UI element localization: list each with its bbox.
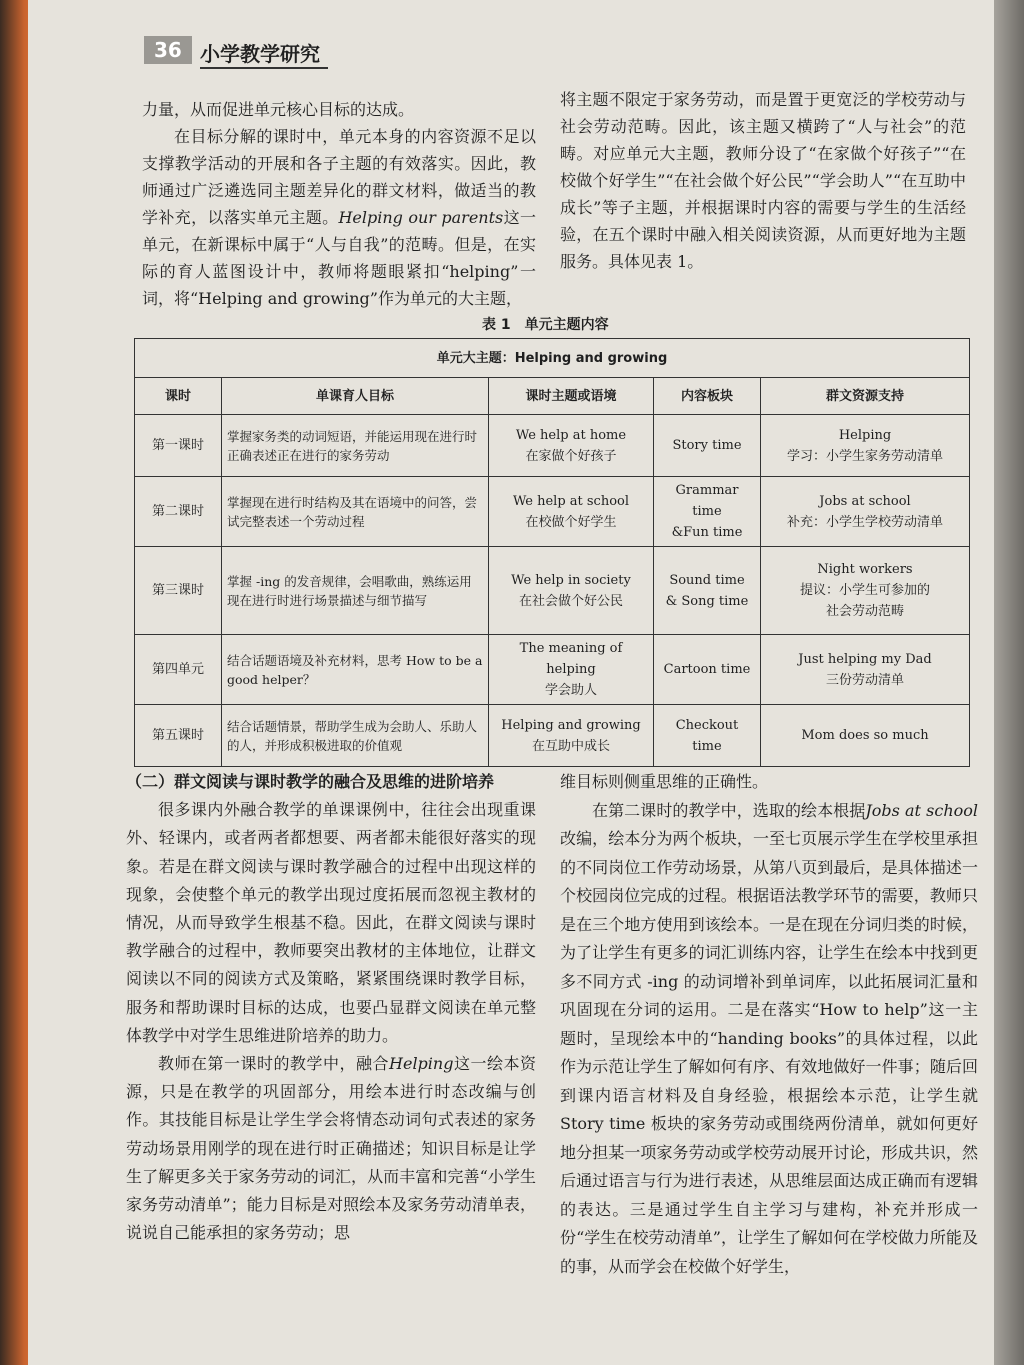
goal-cell: 结合话题语境及补充材料，思考 How to be a good helper？ bbox=[222, 635, 489, 705]
paragraph-text: 这一单元，在新课标中属于“人与自我”的范畴。但是，在实际的育人蓝图设计中，教师将题眼紧扣“helping”一词，将“Helping and growing”作为单元的大主题， bbox=[142, 208, 536, 308]
block-line: &Fun time bbox=[671, 525, 743, 540]
theme-cell bbox=[489, 635, 654, 705]
goal-cell: 掌握家务类的动词短语，并能运用现在进行时正确表述正在进行的家务劳动 bbox=[222, 415, 489, 477]
paragraph-text: 在第二课时的教学中，选取的绘本根据 bbox=[592, 800, 866, 820]
paragraph bbox=[560, 797, 978, 1282]
table-row bbox=[135, 415, 970, 477]
table-number: 表 1 bbox=[482, 317, 511, 333]
theme-en: Helping and growing bbox=[501, 717, 641, 733]
paragraph bbox=[126, 1050, 536, 1247]
resource-line: Mom does so much bbox=[801, 728, 929, 743]
resource-line: 提议：小学生可参加的 bbox=[799, 583, 930, 598]
theme-en: We help at home bbox=[515, 427, 627, 443]
table-caption bbox=[482, 314, 623, 334]
resource-line: Helping bbox=[838, 427, 892, 443]
book-title: Helping our parents bbox=[338, 208, 504, 227]
theme-cell bbox=[489, 547, 654, 635]
block-line: Checkout time bbox=[675, 717, 739, 754]
page-number: 36 bbox=[144, 36, 192, 64]
left-column-bottom bbox=[126, 768, 536, 1247]
block-cell bbox=[654, 415, 761, 477]
block-cell bbox=[654, 635, 761, 705]
resource-line: 学习：小学生家务劳动清单 bbox=[786, 448, 943, 464]
lesson-cell: 第五课时 bbox=[135, 705, 222, 767]
theme-en: We help at school bbox=[512, 493, 630, 509]
resource-line: 补充：小学生学校劳动清单 bbox=[786, 514, 943, 530]
theme-cn: 在校做个好学生 bbox=[525, 514, 617, 530]
goal-cell: 掌握现在进行时结构及其在语境中的问答，尝试完整表述一个劳动过程 bbox=[222, 477, 489, 547]
theme-en: The meaning of helping bbox=[519, 641, 623, 677]
table-theme-row: 单元大主题：Helping and growing bbox=[135, 339, 970, 378]
goal-cell: 掌握 -ing 的发音规律，会唱歌曲，熟练运用现在进行时进行场景描述与细节描写 bbox=[222, 547, 489, 635]
block-line: & Song time bbox=[665, 593, 749, 609]
block-line: Cartoon time bbox=[663, 662, 751, 677]
section-heading: （二）群文阅读与课时教学的融合及思维的进阶培养 bbox=[126, 772, 495, 791]
paragraph-text: 改编，绘本分为两个板块，一至七页展示学生在学校里承担的不同岗位工作劳动场景，从第八页到最后，是具体描述一个校园岗位完成的过程。根据语法教学环节的需要，教师只是在三个地方使用到该绘本。一是在现在分词归类的时候，为了让学生有更多的词汇训练内容，让学生在绘本中找到更多不同方式 -ing 的动词增补到单词库，以此拓展词汇量和巩固现在分词的运用。二是在落实“How to help”这一主题时，呈现绘本中的“handing books”的具体过程，以此作为示范让学生了解如何有序、有效地做好一件事；随后回到课内语言材料及自身经验，根据绘本示范，让学生就 Story time 板块的家务劳动或围绕两份清单，就如何更好地分担某一项家务劳动或学校劳动展开讨论，形成共识，然后通过语言与行为进行表述，从思维层面达成正确而有逻辑的表达。三是通过学生自主学习与建构，补充并形成一份“学生在校劳动清单”，让学生了解如何在学校做力所能及的事，从而学会在校做个好学生， bbox=[560, 829, 978, 1276]
resource-cell bbox=[761, 547, 970, 635]
header-cell: 内容板块 bbox=[654, 378, 761, 415]
block-cell bbox=[654, 547, 761, 635]
header-cell: 课时 bbox=[135, 378, 222, 415]
table-row bbox=[135, 635, 970, 705]
resource-cell bbox=[761, 415, 970, 477]
theme-cn: 在社会做个好公民 bbox=[518, 593, 623, 609]
lesson-cell: 第一课时 bbox=[135, 415, 222, 477]
theme-cn: 在家做个好孩子 bbox=[525, 448, 617, 464]
theme-cn: 学会助人 bbox=[544, 683, 597, 698]
resource-line: Night workers bbox=[817, 562, 913, 577]
header-cell: 单课育人目标 bbox=[222, 378, 489, 415]
header-cell: 群文资源支持 bbox=[761, 378, 970, 415]
lesson-cell: 第三课时 bbox=[135, 547, 222, 635]
goal-cell: 结合话题情景，帮助学生成为会助人、乐助人的人，并形成积极进取的价值观 bbox=[222, 705, 489, 767]
paragraph-text: 在目标分解的课时中，单元本身的内容资源不足以支撑教学活动的开展和各子主题的有效落实。因此，教师通过广泛遴选同主题差异化的群文材料，做适当的教学补充，以落实单元主题。 bbox=[142, 127, 536, 227]
paragraph-text: 教师在第一课时的教学中，融合 bbox=[158, 1054, 390, 1074]
resource-line: Just helping my Dad bbox=[798, 651, 932, 667]
block-cell bbox=[654, 477, 761, 547]
block-line: Sound time bbox=[669, 572, 745, 588]
resource-cell bbox=[761, 635, 970, 705]
paragraph: 很多课内外融合教学的单课课例中，往往会出现重课外、轻课内，或者两者都想要、两者都未能很好落实的现象。若是在群文阅读与课时教学融合的过程中出现这样的现象，会使整个单元的教学出现过度拓展而忽视主教材的情况，从而导致学生根基不稳。因此，在群文阅读与课时教学融合的过程中，教师要突出教材的主体地位，让群文阅读以不同的阅读方式及策略，紧紧围绕课时教学目标，服务和帮助课时目标的达成，也要凸显群文阅读在单元整体教学中对学生思维进阶培养的助力。 bbox=[126, 800, 536, 1045]
paragraph: 将主题不限定于家务劳动，而是置于更宽泛的学校劳动与社会劳动范畴。因此，该主题又横跨了“人与社会”的范畴。对应单元大主题，教师分设了“在家做个好孩子”“在校做个好学生”“在社会做个好公民”“学会助人”“在互助中成长”等子主题，并根据课时内容的需要与学生的生活经验，在五个课时中融入相关阅读资源，从而更好地为主题服务。具体见表 1。 bbox=[560, 90, 966, 271]
left-column-top bbox=[142, 96, 536, 312]
resource-line: 三份劳动清单 bbox=[825, 672, 904, 688]
unit-theme-table bbox=[134, 338, 970, 767]
theme-cell bbox=[489, 477, 654, 547]
resource-cell bbox=[761, 705, 970, 767]
block-line: Story time bbox=[672, 438, 742, 453]
theme-cell bbox=[489, 705, 654, 767]
theme-cn: 在互助中成长 bbox=[531, 738, 610, 754]
journal-title: 小学教学研究 bbox=[200, 38, 328, 69]
table-row bbox=[135, 477, 970, 547]
resource-line: 社会劳动范畴 bbox=[825, 604, 904, 619]
paragraph: 力量，从而促进单元核心目标的达成。 bbox=[142, 100, 415, 119]
lesson-cell: 第四单元 bbox=[135, 635, 222, 705]
book-title: Helping bbox=[389, 1054, 454, 1074]
theme-cell bbox=[489, 415, 654, 477]
table-title: 单元主题内容 bbox=[524, 317, 609, 333]
theme-en: We help in society bbox=[511, 572, 631, 588]
right-column-top bbox=[560, 86, 966, 275]
journal-page bbox=[28, 0, 994, 1365]
lesson-cell: 第二课时 bbox=[135, 477, 222, 547]
header-cell: 课时主题或语境 bbox=[489, 378, 654, 415]
page-header bbox=[144, 36, 424, 66]
resource-cell bbox=[761, 477, 970, 547]
paragraph-text: 这一绘本资源，只是在教学的巩固部分，用绘本进行时态改编与创作。其技能目标是让学生学会将情态动词句式表述的家务劳动场景用刚学的现在进行时正确描述；知识目标是让学生了解更多关于家务劳动的词汇，从而丰富和完善“小学生家务劳动清单”；能力目标是对照绘本及家务劳动清单表，说说自己能承担的家务劳动；思 bbox=[126, 1054, 536, 1243]
paragraph: 维目标则侧重思维的正确性。 bbox=[560, 772, 769, 791]
paragraph bbox=[142, 123, 536, 312]
book-title: Jobs at school bbox=[865, 800, 978, 820]
block-cell bbox=[654, 705, 761, 767]
table-row bbox=[135, 547, 970, 635]
resource-line: Jobs at school bbox=[819, 493, 911, 509]
block-line: Grammar time bbox=[675, 483, 739, 519]
right-column-bottom bbox=[560, 768, 978, 1281]
table-header-row bbox=[135, 378, 970, 415]
table-row bbox=[135, 705, 970, 767]
